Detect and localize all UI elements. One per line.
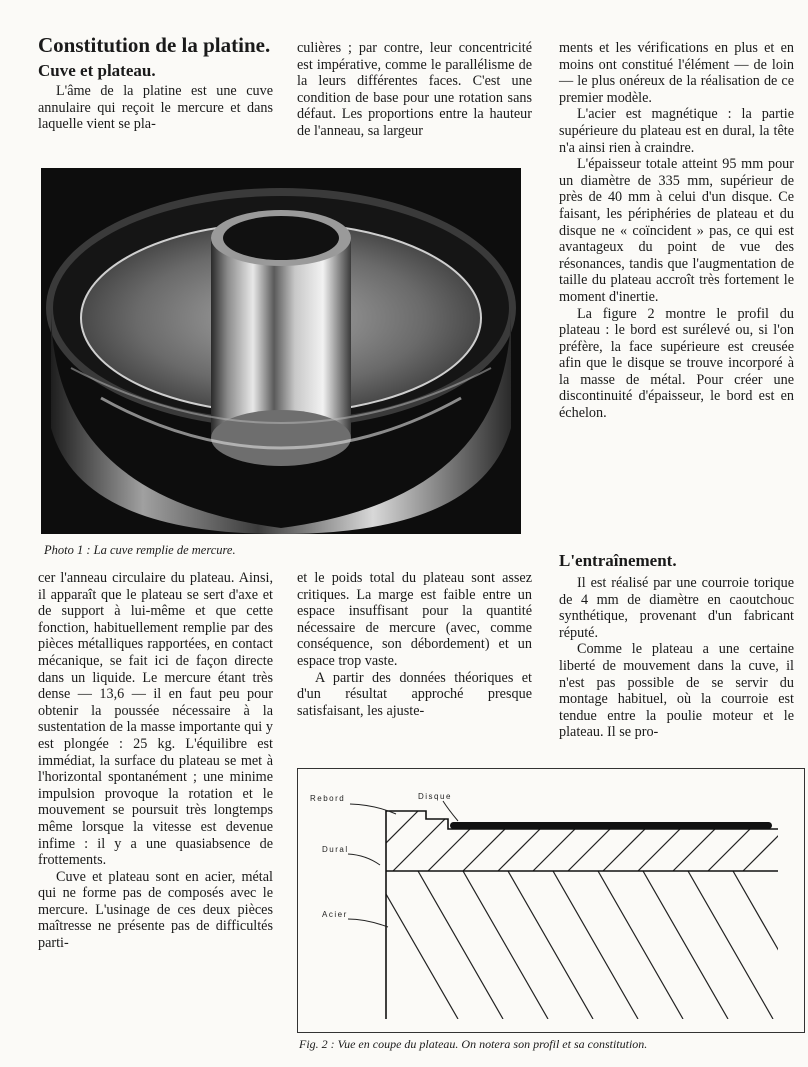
disc-shape — [450, 822, 772, 829]
paragraph: A partir des données théoriques et d'un résultat approché presque satisfaisant, les ajuste- — [297, 669, 532, 719]
paragraph: La figure 2 montre le profil du plateau : le bord est surélevé ou, si l'on préfère, la face supérieure est creusée afin que le disque se trouve incorporé à la masse de métal. Pour créer une discontinuité d'épaisseur, le bord est en échelon. — [559, 305, 794, 422]
column-3-top — [559, 40, 794, 422]
paragraph: Il est réalisé par une courroie torique de 4 mm de diamètre en caoutchouc synthétique, provenant d'un fabricant réputé. — [559, 575, 794, 641]
paragraph: cer l'anneau circulaire du plateau. Ainsi, il apparaît que le plateau se sert d'axe et de support à lui-même et que cette fonction, habituellement remplie par des pièces métalliques rapportées, en contact mécanique, se fait ici de façon directe dans un liquide. Le mercure étant très dense — 13,6 — il en faut peu pour obtenir la poussée nécessaire à la sustentation de la masse importante qui y est plongée : 25 kg. L'équilibre est immédiat, la surface du plateau se met à l'horizontal spontanément ; une minime impulsion provoque la rotation et le mouvement se poursuit très longtemps même lorsque la vitesse est devenue infime : il y a une quasiabsence de frottements. — [38, 570, 273, 869]
subheading-cuve-plateau: Cuve et plateau. — [38, 61, 156, 80]
label-disque: Disque — [418, 792, 452, 801]
photo-mercury-tank — [41, 168, 521, 534]
paragraph: Cuve et plateau sont en acier, métal qui ne forme pas de composés avec le mercure. L'usinage de ces deux pièces maîtresse ne présente pas de difficultés parti- — [38, 868, 273, 952]
paragraph: ments et les vérifications en plus et en moins ont constitué l'élément — de loin — le plus onéreux de la réalisation de ce premier modèle. — [559, 40, 794, 106]
label-dural: Dural — [322, 845, 349, 854]
label-rebord: Rebord — [310, 794, 346, 803]
figure-caption: Fig. 2 : Vue en coupe du plateau. On notera son profil et sa constitution. — [299, 1037, 648, 1051]
label-acier: Acier — [322, 910, 348, 919]
cross-section-diagram — [297, 768, 805, 1033]
photo-caption: Photo 1 : La cuve remplie de mercure. — [44, 543, 236, 557]
paragraph: L'acier est magnétique : la partie supérieure du plateau est en dural, la tête n'a ainsi rien à craindre. — [559, 106, 794, 156]
column-2-top — [297, 40, 532, 140]
paragraph: L'âme de la platine est une cuve annulaire qui reçoit le mercure et dans laquelle vient se pla- — [38, 83, 273, 133]
paragraph: Comme le plateau a une certaine liberté de mouvement dans la cuve, il n'est pas possible de se servir du montage habituel, où la courroie est tendue entre la poulie moteur et le plateau. Il se pro- — [559, 641, 794, 741]
section-heading: Constitution de la platine. — [38, 33, 271, 57]
subheading-entrainement: L'entraînement. — [559, 551, 677, 570]
column-3-bottom — [559, 575, 794, 741]
paragraph: L'épaisseur totale atteint 95 mm pour un diamètre de 335 mm, supérieur de près de 40 mm à celui d'un disque. Ce faisant, les périphéries de plateau et du disque ne « coïncident » pas, ce qui est avantageux du point de vue des résonances, tandis que l'augmentation de taille du plateau accroît très fortement le moment d'inertie. — [559, 156, 794, 305]
column-1-top — [38, 34, 273, 133]
column-1-bottom — [38, 570, 273, 952]
column-2-bottom — [297, 570, 532, 719]
dural-hatching — [358, 811, 803, 871]
paragraph: culières ; par contre, leur concentricité est impérative, comme le parallélisme de la leurs différentes faces. C'est une condition de base pour une rotation sans défaut. Les proportions entre la hauteur de l'anneau, sa largeur — [297, 40, 532, 139]
acier-hatching — [386, 871, 805, 1019]
figure-2 — [297, 768, 805, 1061]
paragraph: et le poids total du plateau sont assez critiques. La marge est faible entre un espace insuffisant pour la quantité nécessaire de mercure (avec, comme conséquence, son débordement) et un espace trop vaste. — [297, 570, 532, 669]
